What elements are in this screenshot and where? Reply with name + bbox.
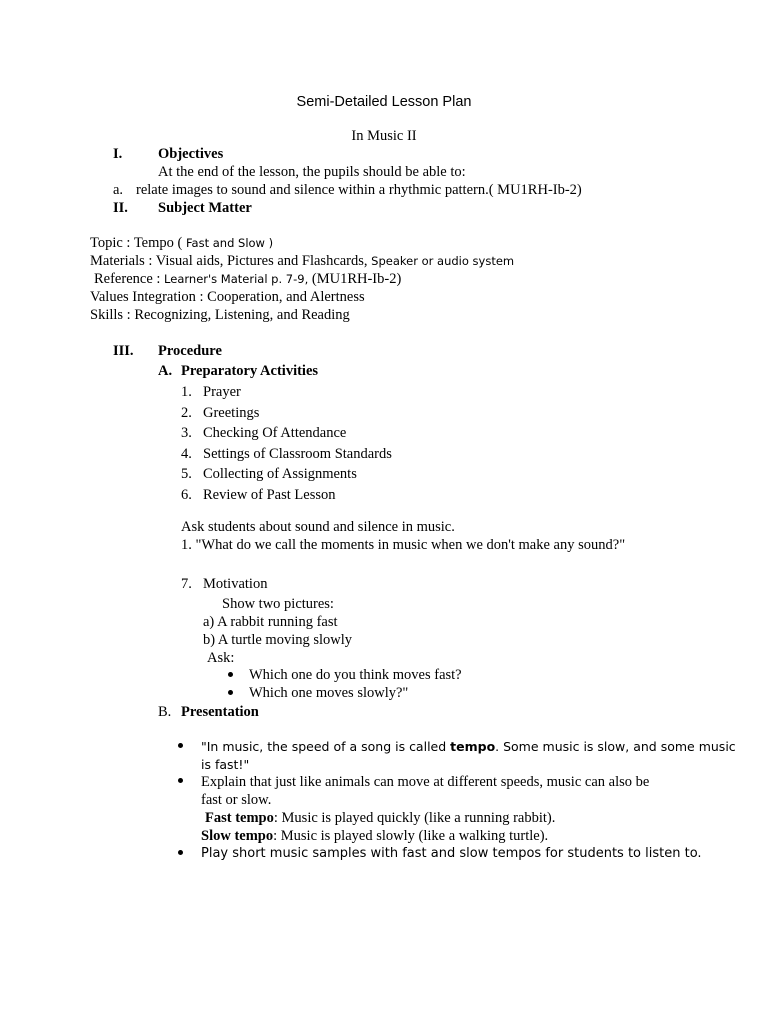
bullet-icon xyxy=(178,743,183,748)
ask-line: Ask students about sound and silence in music. xyxy=(181,519,455,535)
bullet-icon xyxy=(178,778,183,783)
motivation-heading: Motivation xyxy=(203,576,268,592)
prep-item: Review of Past Lesson xyxy=(203,487,336,503)
topic-value: Fast and Slow ) xyxy=(185,236,274,250)
section-heading-procedure: Procedure xyxy=(158,343,222,359)
prep-item-number: 6. xyxy=(181,487,192,503)
slow-tempo-line: Slow tempo: Music is played slowly (like a walking turtle). xyxy=(201,828,549,844)
objectives-intro: At the end of the lesson, the pupils should be able to: xyxy=(158,164,466,180)
bullet-icon xyxy=(228,672,233,677)
prep-item: Prayer xyxy=(203,384,241,400)
objective-item: relate images to sound and silence within a rhythmic pattern.( MU1RH-Ib-2) xyxy=(136,182,582,198)
materials-label: Materials : Visual aids, Pictures and Flashcards, xyxy=(90,253,372,269)
presentation-item-2: Explain that just like animals can move at different speeds, music can also be xyxy=(201,774,650,790)
skills-line: Skills : Recognizing, Listening, and Reading xyxy=(90,307,350,323)
fast-tempo-label: Fast tempo xyxy=(205,810,274,826)
picture-b: b) A turtle moving slowly xyxy=(203,632,353,648)
section-number-subject-matter: II. xyxy=(113,200,128,216)
values-integration: Values Integration : Cooperation, and Alertness xyxy=(90,289,365,305)
prep-item: Settings of Classroom Standards xyxy=(203,446,392,462)
prep-heading: Preparatory Activities xyxy=(181,363,319,379)
picture-a: a) A rabbit running fast xyxy=(203,614,338,630)
presentation-item-2-line2: fast or slow. xyxy=(201,792,272,808)
materials-line xyxy=(90,252,514,270)
prep-marker: A. xyxy=(158,363,173,379)
page-subtitle: In Music II xyxy=(351,128,417,144)
reference-line xyxy=(94,270,401,288)
section-heading-objectives: Objectives xyxy=(158,146,224,162)
topic-line xyxy=(90,234,273,252)
prep-item-number: 3. xyxy=(181,425,192,441)
prep-item: Checking Of Attendance xyxy=(203,425,347,441)
bullet-icon xyxy=(178,850,183,855)
bullet-icon xyxy=(228,690,233,695)
ask-label: Ask: xyxy=(207,650,235,666)
prep-item: Greetings xyxy=(203,405,260,421)
topic-label: Topic : Tempo ( xyxy=(90,235,186,251)
section-heading-subject-matter: Subject Matter xyxy=(158,200,252,216)
presentation-item-1-line2: is fast!" xyxy=(201,757,250,772)
prep-item: Collecting of Assignments xyxy=(203,466,357,482)
section-number-procedure: III. xyxy=(113,343,134,359)
prep-item-number: 5. xyxy=(181,466,192,482)
ask-item-2: Which one moves slowly?" xyxy=(249,685,409,701)
ask-item-1: Which one do you think moves fast? xyxy=(249,667,462,683)
presentation-item-3: Play short music samples with fast and slow tempos for students to listen to. xyxy=(201,846,702,861)
objective-marker: a. xyxy=(113,182,124,198)
reference-code: (MU1RH-Ib-2) xyxy=(311,271,402,287)
presentation-marker: B. xyxy=(158,704,172,720)
page-title: Semi-Detailed Lesson Plan xyxy=(296,94,472,110)
presentation-heading: Presentation xyxy=(181,704,259,720)
show-pictures: Show two pictures: xyxy=(222,596,334,612)
prep-item-number: 2. xyxy=(181,405,192,421)
reference-label: Reference : xyxy=(94,271,165,287)
prep-item-number: 1. xyxy=(181,384,192,400)
motivation-number: 7. xyxy=(181,576,192,592)
materials-value: Speaker or audio system xyxy=(371,254,515,268)
question-1: 1. "What do we call the moments in music when we don't make any sound?" xyxy=(181,537,626,553)
slow-tempo-label: Slow tempo xyxy=(201,828,274,844)
presentation-item-1: "In music, the speed of a song is called tempo. Some music is slow, and some music xyxy=(201,739,736,754)
reference-value: Learner's Material p. 7-9, xyxy=(164,272,312,286)
tempo-term: tempo xyxy=(450,739,496,754)
section-number-objectives: I. xyxy=(113,146,123,162)
fast-tempo-line: Fast tempo: Music is played quickly (like a running rabbit). xyxy=(205,810,556,826)
prep-item-number: 4. xyxy=(181,446,192,462)
